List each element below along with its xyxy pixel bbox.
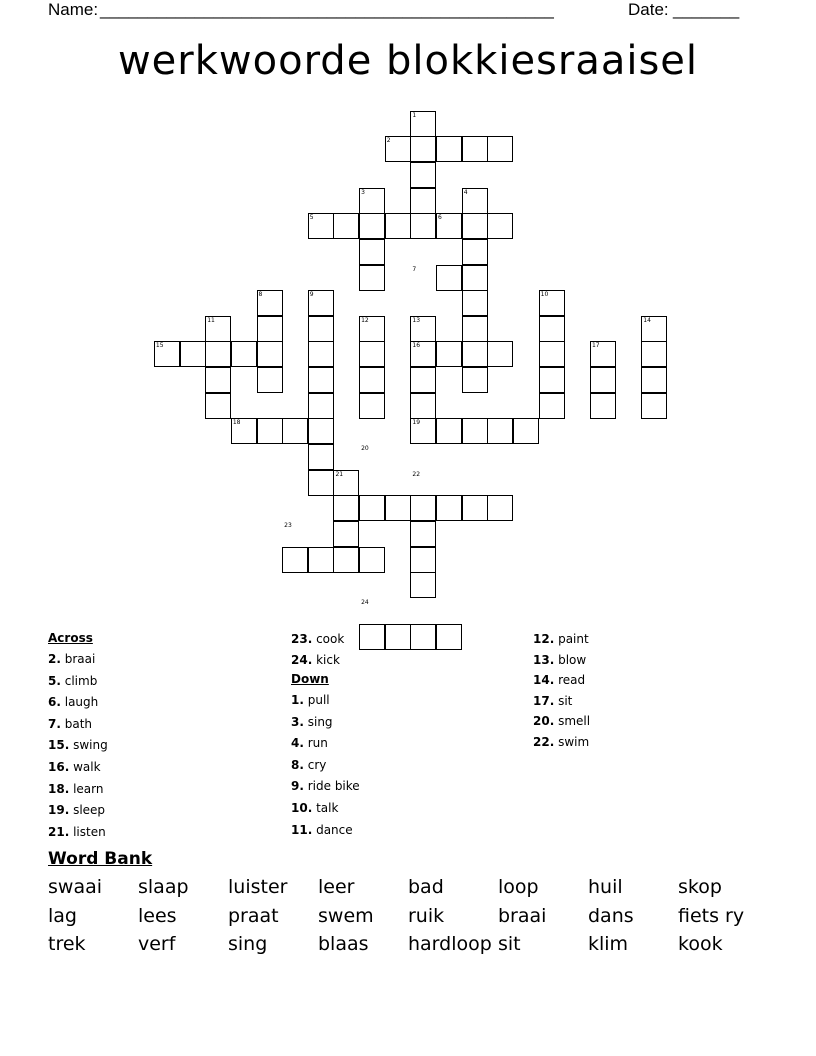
clue-number: 19. [48,803,70,818]
clue-text: learn [69,781,104,796]
clue-number: 17. [533,693,555,708]
grid-cell[interactable] [410,495,436,521]
clue-item [48,825,106,839]
grid-cell[interactable] [462,239,488,265]
word-bank-item: sit [498,933,521,955]
grid-cell[interactable] [590,393,616,419]
clue-number-label: 11 [207,316,215,324]
grid-cell[interactable] [462,495,488,521]
clue-number-label: 5 [309,214,314,222]
clue-item [533,673,585,687]
clue-text: paint [554,632,589,646]
grid-cell[interactable] [385,495,411,521]
clue-number-label: 10 [540,291,549,299]
clue-number: 6. [48,695,61,710]
clue-item [291,823,353,837]
grid-cell[interactable] [513,418,539,444]
clue-text: laugh [60,695,99,710]
grid-cell[interactable] [462,213,488,239]
grid-cell[interactable] [359,265,385,291]
clue-number: 12. [533,632,555,646]
clue-item [291,758,326,772]
clue-item [291,715,333,729]
grid-cell[interactable] [539,316,565,342]
grid-cell[interactable] [333,521,359,547]
clue-text: cook [312,632,345,646]
grid-cell[interactable] [308,367,334,393]
clue-number: 24. [291,652,313,667]
clue-item [291,653,340,667]
clue-number: 3. [291,714,304,729]
grid-cell[interactable] [359,624,385,650]
grid-cell[interactable] [462,265,488,291]
clue-item [48,803,105,817]
word-bank-item: blaas [318,933,369,955]
clue-number-label: 4 [463,188,468,196]
grid-cell[interactable] [385,624,411,650]
word-bank-item: swem [318,904,374,927]
grid-cell[interactable] [462,290,488,316]
grid-cell[interactable] [359,393,385,419]
grid-cell[interactable] [410,136,436,162]
word-bank-item: skop [678,876,722,898]
clue-text: sit [554,693,573,708]
grid-cell[interactable] [539,341,565,367]
clue-number: 5. [48,673,61,688]
clue-text: smell [554,714,591,729]
clue-number: 14. [533,673,555,688]
grid-cell[interactable] [487,136,513,162]
grid-cell[interactable] [308,547,334,573]
clue-number: 9. [291,779,304,794]
grid-cell[interactable] [487,495,513,521]
grid-cell[interactable] [436,624,462,650]
puzzle-title: werkwoorde blokkiesraaisel [117,38,699,84]
grid-cell[interactable] [205,341,231,367]
grid-cell[interactable] [308,444,334,470]
grid-cell[interactable] [436,418,462,444]
clue-number-label: 14 [643,316,651,324]
word-bank-item: huil [588,876,623,898]
clue-text: walk [69,760,101,774]
grid-cell[interactable] [205,367,231,393]
clue-text: cry [303,757,327,772]
clue-text: talk [312,801,339,815]
word-bank-item: luister [228,876,288,898]
clue-text: sleep [69,803,106,818]
grid-cell[interactable] [359,341,385,367]
clue-number-label: 1 [412,111,417,119]
clue-number-label: 23 [284,522,292,529]
word-bank-item: leer [318,876,355,898]
grid-cell[interactable] [410,367,436,393]
clue-number-label: 17 [591,342,600,350]
clue-item [48,760,101,774]
grid-cell[interactable] [410,162,436,188]
clue-item [48,695,98,709]
grid-cell[interactable] [590,367,616,393]
clue-number: 20. [533,714,555,729]
grid-cell[interactable] [410,213,436,239]
grid-cell[interactable] [359,547,385,573]
grid-cell[interactable] [539,367,565,393]
word-bank-item: praat [228,904,279,927]
clue-text: swing [69,738,108,753]
clue-number-label: 22 [412,470,421,478]
clue-text: climb [60,673,98,688]
word-bank-item: trek [48,933,86,955]
grid-cell[interactable] [231,341,257,367]
clue-number: 15. [48,738,70,753]
clue-item [291,693,330,707]
word-bank-item: fiets ry [678,904,745,927]
clue-item [48,717,92,731]
grid-cell[interactable] [180,341,206,367]
clue-text: pull [303,693,330,707]
word-bank-item: bad [408,876,444,898]
clue-item [48,674,97,688]
grid-cell[interactable] [359,495,385,521]
clue-number-label: 19 [412,419,421,427]
name-line[interactable]: ________________________________________________ [100,0,554,19]
clue-item [48,652,95,666]
grid-cell[interactable] [257,418,283,444]
grid-cell[interactable] [462,341,488,367]
word-bank-heading: Word Bank [48,849,153,869]
clue-item [291,779,360,793]
clue-number: 2. [48,652,61,666]
grid-cell[interactable] [205,393,231,419]
grid-cell[interactable] [410,624,436,650]
grid-cell[interactable] [539,393,565,419]
word-bank-item: sing [228,933,268,955]
grid-cell[interactable] [436,265,462,291]
grid-cell[interactable] [308,316,334,342]
word-bank-item: dans [588,904,634,927]
clue-number-label: 18 [232,419,241,427]
word-bank-item: loop [498,876,539,898]
grid-cell[interactable] [436,495,462,521]
clue-item [533,714,590,728]
grid-cell[interactable] [333,495,359,521]
grid-cell[interactable] [641,367,667,393]
clue-text: braai [60,652,96,666]
clue-item [48,782,103,796]
grid-cell[interactable] [436,136,462,162]
clue-number: 1. [291,693,304,707]
clue-number-label: 7 [412,265,417,273]
clue-text: kick [312,652,340,667]
word-bank-item: slaap [138,876,189,898]
clue-number: 23. [291,632,313,646]
clue-text: listen [69,824,106,839]
clue-text: swim [554,735,590,749]
clue-text: ride bike [303,779,360,794]
clue-text: blow [554,652,587,667]
clue-number: 4. [291,736,304,751]
clue-number-label: 9 [309,291,314,299]
clue-text: run [303,736,328,751]
word-bank-item: swaai [48,876,103,898]
clue-number-label: 20 [361,445,369,453]
grid-cell[interactable] [333,547,359,573]
grid-cell[interactable] [282,547,308,573]
grid-cell[interactable] [359,239,385,265]
clue-number: 7. [48,716,61,731]
grid-cell[interactable] [359,367,385,393]
grid-cell[interactable] [487,418,513,444]
clue-item [291,632,344,646]
clue-number: 22. [533,735,555,749]
clue-number: 8. [291,757,304,772]
clue-item [533,694,572,708]
grid-cell[interactable] [641,341,667,367]
clue-item [533,632,589,646]
clue-number-label: 12 [361,316,369,324]
grid-cell[interactable] [359,213,385,239]
clue-item [533,653,586,667]
clue-text: sing [303,714,333,729]
grid-cell[interactable] [410,521,436,547]
grid-cell[interactable] [462,316,488,342]
grid-cell[interactable] [436,341,462,367]
grid-cell[interactable] [462,367,488,393]
across-heading: Across [48,631,93,645]
grid-cell[interactable] [462,136,488,162]
grid-cell[interactable] [410,572,436,598]
clue-number: 16. [48,760,70,774]
word-bank-item: klim [588,933,629,955]
clue-number: 21. [48,824,70,839]
word-bank-item: lag [48,904,77,927]
grid-cell[interactable] [462,418,488,444]
word-bank-item: lees [138,904,177,927]
clue-number-label: 6 [438,214,442,222]
grid-cell[interactable] [410,547,436,573]
clue-number-label: 24 [361,598,369,606]
grid-cell[interactable] [308,393,334,419]
grid-cell[interactable] [308,341,334,367]
grid-cell[interactable] [333,213,359,239]
grid-cell[interactable] [410,393,436,419]
grid-cell[interactable] [308,418,334,444]
clue-number-label: 2 [386,137,391,145]
grid-cell[interactable] [487,213,513,239]
name-label: Name: [48,0,99,19]
clue-number-label: 16 [412,342,421,350]
clue-number: 18. [48,781,70,796]
grid-cell[interactable] [282,418,308,444]
grid-cell[interactable] [257,367,283,393]
clue-number-label: 21 [335,470,344,478]
clue-item [533,735,589,749]
word-bank-item: ruik [408,904,445,927]
clue-text: bath [60,716,93,731]
clue-text: read [554,673,586,688]
clue-number-label: 15 [155,342,164,350]
date-label: Date: [628,0,669,19]
clue-number: 13. [533,652,555,667]
word-bank-item: kook [678,933,723,955]
clue-number: 11. [291,822,313,837]
date-line[interactable]: _______ [673,0,740,19]
clue-number-label: 3 [361,188,365,196]
grid-cell[interactable] [257,341,283,367]
grid-cell[interactable] [641,393,667,419]
grid-cell[interactable] [257,316,283,342]
word-bank-item: verf [138,933,176,955]
clue-item [291,736,328,750]
clue-item [291,801,338,815]
grid-cell[interactable] [308,470,334,496]
down-heading: Down [291,672,329,686]
grid-cell[interactable] [487,341,513,367]
clue-number-label: 8 [258,291,263,299]
clue-item [48,738,108,752]
clue-number-label: 13 [412,316,421,324]
word-bank-item: hardloop [408,933,492,955]
word-bank-item: braai [498,904,547,927]
clue-text: dance [312,822,353,837]
grid-cell[interactable] [410,188,436,214]
clue-number: 10. [291,801,313,815]
grid-cell[interactable] [385,213,411,239]
